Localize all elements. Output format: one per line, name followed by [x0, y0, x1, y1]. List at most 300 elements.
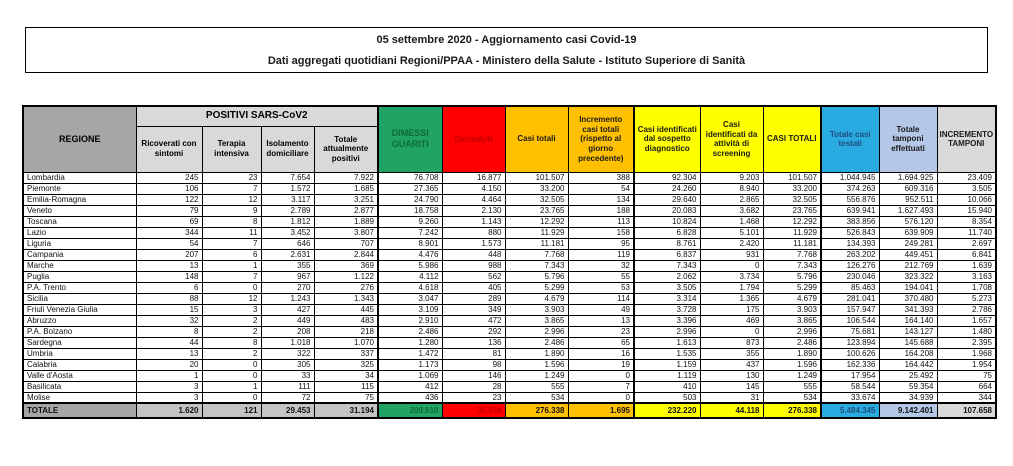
cell-terapia-intensiva: 8 [202, 337, 261, 348]
table-row [23, 205, 996, 216]
cell-totale-attualmente-positivi: 369 [314, 260, 378, 271]
cell-casi-sospetto-diagnostico: 3.728 [634, 304, 700, 315]
cell-totale-tamponi: 164.442 [879, 359, 937, 370]
cell-casi-screening: 2.865 [700, 194, 763, 205]
cell-incremento-casi-totali: 13 [568, 315, 634, 326]
cell-terapia-intensiva: 3 [202, 304, 261, 315]
cell-casi-sospetto-diagnostico: 232.220 [634, 403, 700, 418]
cell-ricoverati-con-sintomi: 15 [136, 304, 202, 315]
cell-deceduti: 472 [442, 315, 505, 326]
cell-casi-totali: 12.292 [505, 216, 568, 227]
cell-casi-totali-2: 1.596 [763, 359, 821, 370]
cell-incremento-tamponi: 10.066 [937, 194, 996, 205]
cell-regione: Veneto [23, 205, 136, 216]
cell-deceduti: 4.464 [442, 194, 505, 205]
cell-casi-totali: 23.765 [505, 205, 568, 216]
table-row [23, 238, 996, 249]
cell-regione: Piemonte [23, 183, 136, 194]
cell-ricoverati-con-sintomi: 54 [136, 238, 202, 249]
cell-terapia-intensiva: 7 [202, 183, 261, 194]
cell-regione: Liguria [23, 238, 136, 249]
cell-casi-screening: 3.734 [700, 271, 763, 282]
cell-casi-totali-2: 276.338 [763, 403, 821, 418]
cell-incremento-tamponi: 8.354 [937, 216, 996, 227]
cell-ricoverati-con-sintomi: 20 [136, 359, 202, 370]
cell-casi-totali: 3.903 [505, 304, 568, 315]
cell-totale-attualmente-positivi: 1.685 [314, 183, 378, 194]
cell-deceduti: 349 [442, 304, 505, 315]
cell-deceduti: 2.130 [442, 205, 505, 216]
cell-casi-screening: 8.940 [700, 183, 763, 194]
cell-isolamento-domiciliare: 270 [261, 282, 314, 293]
cell-terapia-intensiva: 0 [202, 282, 261, 293]
cell-totale-casi-testati: 281.041 [821, 293, 879, 304]
cell-incremento-casi-totali: 16 [568, 348, 634, 359]
cell-regione: Calabria [23, 359, 136, 370]
cell-totale-casi-testati: 374.263 [821, 183, 879, 194]
cell-isolamento-domiciliare: 29.453 [261, 403, 314, 418]
cell-ricoverati-con-sintomi: 88 [136, 293, 202, 304]
col-header-dimessi-guariti: DIMESSI GUARITI [378, 106, 442, 172]
cell-totale-tamponi: 1.627.493 [879, 205, 937, 216]
cell-dimessi-guariti: 1.173 [378, 359, 442, 370]
cell-casi-totali-2: 7.768 [763, 249, 821, 260]
cell-totale-casi-testati: 75.681 [821, 326, 879, 337]
cell-incremento-tamponi: 15.940 [937, 205, 996, 216]
cell-totale-tamponi: 34.939 [879, 392, 937, 403]
table-row [23, 271, 996, 282]
cell-ricoverati-con-sintomi: 207 [136, 249, 202, 260]
cell-casi-sospetto-diagnostico: 8.761 [634, 238, 700, 249]
cell-dimessi-guariti: 5.986 [378, 260, 442, 271]
cell-terapia-intensiva: 1 [202, 260, 261, 271]
cell-casi-totali: 555 [505, 381, 568, 392]
cell-regione: Lazio [23, 227, 136, 238]
cell-totale-casi-testati: 639.941 [821, 205, 879, 216]
cell-casi-sospetto-diagnostico: 410 [634, 381, 700, 392]
cell-casi-sospetto-diagnostico: 20.083 [634, 205, 700, 216]
cell-isolamento-domiciliare: 449 [261, 315, 314, 326]
cell-incremento-casi-totali: 49 [568, 304, 634, 315]
cell-totale-attualmente-positivi: 1.343 [314, 293, 378, 304]
cell-totale-casi-testati: 123.894 [821, 337, 879, 348]
header-row-groups [23, 106, 996, 126]
cell-casi-screening: 0 [700, 326, 763, 337]
cell-isolamento-domiciliare: 2.631 [261, 249, 314, 260]
cell-incremento-casi-totali: 23 [568, 326, 634, 337]
cell-casi-sospetto-diagnostico: 24.260 [634, 183, 700, 194]
cell-regione: Lombardia [23, 172, 136, 183]
cell-regione: P.A. Bolzano [23, 326, 136, 337]
cell-totale-attualmente-positivi: 7.922 [314, 172, 378, 183]
cell-ricoverati-con-sintomi: 1.620 [136, 403, 202, 418]
covid-regions-table [22, 105, 997, 419]
cell-casi-totali: 2.996 [505, 326, 568, 337]
cell-deceduti: 35.534 [442, 403, 505, 418]
cell-totale-tamponi: 609.316 [879, 183, 937, 194]
col-group-positivi-sars-cov2: POSITIVI SARS-CoV2 [136, 106, 378, 126]
cell-ricoverati-con-sintomi: 69 [136, 216, 202, 227]
table-row [23, 304, 996, 315]
cell-isolamento-domiciliare: 305 [261, 359, 314, 370]
cell-ricoverati-con-sintomi: 3 [136, 392, 202, 403]
cell-casi-totali: 3.865 [505, 315, 568, 326]
cell-incremento-tamponi: 23.409 [937, 172, 996, 183]
cell-incremento-casi-totali: 65 [568, 337, 634, 348]
cell-casi-totali: 2.486 [505, 337, 568, 348]
table-row [23, 227, 996, 238]
table-row [23, 370, 996, 381]
cell-isolamento-domiciliare: 1.812 [261, 216, 314, 227]
cell-incremento-casi-totali: 19 [568, 359, 634, 370]
cell-casi-screening: 9.203 [700, 172, 763, 183]
cell-casi-screening: 469 [700, 315, 763, 326]
cell-dimessi-guariti: 3.109 [378, 304, 442, 315]
cell-totale-tamponi: 639.909 [879, 227, 937, 238]
cell-ricoverati-con-sintomi: 148 [136, 271, 202, 282]
cell-totale-attualmente-positivi: 3.807 [314, 227, 378, 238]
cell-casi-totali-2: 3.903 [763, 304, 821, 315]
cell-isolamento-domiciliare: 646 [261, 238, 314, 249]
cell-dimessi-guariti: 7.242 [378, 227, 442, 238]
cell-casi-totali: 276.338 [505, 403, 568, 418]
cell-deceduti: 562 [442, 271, 505, 282]
cell-dimessi-guariti: 2.486 [378, 326, 442, 337]
cell-terapia-intensiva: 2 [202, 315, 261, 326]
cell-incremento-tamponi: 664 [937, 381, 996, 392]
cell-dimessi-guariti: 209.610 [378, 403, 442, 418]
col-header-totale-casi-testati: Totale casi testati [821, 106, 879, 172]
cell-casi-totali-2: 1.249 [763, 370, 821, 381]
cell-casi-totali-2: 555 [763, 381, 821, 392]
cell-incremento-casi-totali: 0 [568, 370, 634, 381]
cell-regione: P.A. Trento [23, 282, 136, 293]
cell-casi-totali-2: 23.765 [763, 205, 821, 216]
cell-casi-sospetto-diagnostico: 2.062 [634, 271, 700, 282]
col-header-casi-screening: Casi identificati da attività di screening [700, 106, 763, 172]
cell-totale-attualmente-positivi: 115 [314, 381, 378, 392]
cell-incremento-casi-totali: 0 [568, 392, 634, 403]
cell-deceduti: 16.877 [442, 172, 505, 183]
cell-incremento-tamponi: 2.395 [937, 337, 996, 348]
cell-totale-tamponi: 449.451 [879, 249, 937, 260]
cell-totale-tamponi: 145.688 [879, 337, 937, 348]
cell-regione: Toscana [23, 216, 136, 227]
cell-casi-totali-2: 32.505 [763, 194, 821, 205]
cell-ricoverati-con-sintomi: 32 [136, 315, 202, 326]
cell-casi-totali: 11.181 [505, 238, 568, 249]
cell-casi-totali-2: 7.343 [763, 260, 821, 271]
col-header-incremento-tamponi: INCREMENTO TAMPONI [937, 106, 996, 172]
cell-terapia-intensiva: 121 [202, 403, 261, 418]
cell-casi-sospetto-diagnostico: 3.396 [634, 315, 700, 326]
cell-incremento-tamponi: 3.505 [937, 183, 996, 194]
cell-terapia-intensiva: 8 [202, 216, 261, 227]
cell-incremento-casi-totali: 158 [568, 227, 634, 238]
col-header-deceduti: Deceduti [442, 106, 505, 172]
cell-casi-sospetto-diagnostico: 6.837 [634, 249, 700, 260]
cell-dimessi-guariti: 412 [378, 381, 442, 392]
cell-casi-sospetto-diagnostico: 10.824 [634, 216, 700, 227]
cell-regione: Abruzzo [23, 315, 136, 326]
cell-deceduti: 448 [442, 249, 505, 260]
cell-totale-tamponi: 194.041 [879, 282, 937, 293]
cell-deceduti: 98 [442, 359, 505, 370]
cell-totale-attualmente-positivi: 3.251 [314, 194, 378, 205]
cell-deceduti: 28 [442, 381, 505, 392]
cell-casi-screening: 1.794 [700, 282, 763, 293]
table-row [23, 183, 996, 194]
cell-incremento-tamponi: 3.163 [937, 271, 996, 282]
col-header-casi-totali-2: CASI TOTALI [763, 106, 821, 172]
cell-terapia-intensiva: 0 [202, 370, 261, 381]
cell-ricoverati-con-sintomi: 122 [136, 194, 202, 205]
cell-incremento-tamponi: 5.273 [937, 293, 996, 304]
cell-incremento-casi-totali: 55 [568, 271, 634, 282]
cell-deceduti: 1.573 [442, 238, 505, 249]
cell-dimessi-guariti: 9.260 [378, 216, 442, 227]
cell-casi-totali-2: 2.486 [763, 337, 821, 348]
cell-totale-casi-testati: 58.544 [821, 381, 879, 392]
cell-totale-casi-testati: 17.954 [821, 370, 879, 381]
cell-totale-casi-testati: 526.843 [821, 227, 879, 238]
cell-totale-tamponi: 952.511 [879, 194, 937, 205]
cell-casi-sospetto-diagnostico: 29.640 [634, 194, 700, 205]
cell-casi-totali-2: 11.181 [763, 238, 821, 249]
cell-ricoverati-con-sintomi: 8 [136, 326, 202, 337]
cell-dimessi-guariti: 1.069 [378, 370, 442, 381]
cell-totale-attualmente-positivi: 218 [314, 326, 378, 337]
cell-casi-screening: 931 [700, 249, 763, 260]
cell-terapia-intensiva: 2 [202, 326, 261, 337]
cell-isolamento-domiciliare: 111 [261, 381, 314, 392]
cell-incremento-casi-totali: 1.695 [568, 403, 634, 418]
cell-casi-sospetto-diagnostico: 92.304 [634, 172, 700, 183]
cell-ricoverati-con-sintomi: 1 [136, 370, 202, 381]
cell-incremento-casi-totali: 7 [568, 381, 634, 392]
cell-casi-totali: 33.200 [505, 183, 568, 194]
cell-ricoverati-con-sintomi: 106 [136, 183, 202, 194]
cell-totale-casi-testati: 5.484.345 [821, 403, 879, 418]
cell-totale-casi-testati: 100.626 [821, 348, 879, 359]
cell-totale-casi-testati: 134.393 [821, 238, 879, 249]
col-header-isolamento-domiciliare: Isolamento domiciliare [261, 126, 314, 172]
cell-casi-totali-2: 101.507 [763, 172, 821, 183]
cell-regione: Umbria [23, 348, 136, 359]
table-row [23, 326, 996, 337]
cell-incremento-tamponi: 1.708 [937, 282, 996, 293]
cell-casi-sospetto-diagnostico: 7.343 [634, 260, 700, 271]
cell-isolamento-domiciliare: 33 [261, 370, 314, 381]
cell-totale-casi-testati: 157.947 [821, 304, 879, 315]
cell-casi-totali-2: 3.865 [763, 315, 821, 326]
cell-isolamento-domiciliare: 1.572 [261, 183, 314, 194]
cell-regione: Friuli Venezia Giulia [23, 304, 136, 315]
cell-casi-totali-2: 534 [763, 392, 821, 403]
cell-incremento-tamponi: 1.480 [937, 326, 996, 337]
cell-incremento-tamponi: 2.786 [937, 304, 996, 315]
cell-totale-tamponi: 323.322 [879, 271, 937, 282]
cell-totale-casi-testati: 230.046 [821, 271, 879, 282]
cell-casi-totali-2: 33.200 [763, 183, 821, 194]
cell-isolamento-domiciliare: 355 [261, 260, 314, 271]
cell-casi-totali: 4.679 [505, 293, 568, 304]
cell-regione: Basilicata [23, 381, 136, 392]
cell-totale-tamponi: 341.393 [879, 304, 937, 315]
cell-casi-totali-2: 5.796 [763, 271, 821, 282]
report-subtitle: Dati aggregati quotidiani Regioni/PPAA - Ministero della Salute - Istituto Superiore di Sanità [267, 55, 746, 67]
cell-casi-totali: 1.249 [505, 370, 568, 381]
col-header-totale-tamponi: Totale tamponi effettuati [879, 106, 937, 172]
cell-terapia-intensiva: 12 [202, 293, 261, 304]
cell-dimessi-guariti: 2.910 [378, 315, 442, 326]
cell-totale-tamponi: 143.127 [879, 326, 937, 337]
cell-incremento-tamponi: 107.658 [937, 403, 996, 418]
cell-ricoverati-con-sintomi: 6 [136, 282, 202, 293]
cell-casi-sospetto-diagnostico: 503 [634, 392, 700, 403]
cell-deceduti: 23 [442, 392, 505, 403]
cell-casi-totali: 7.343 [505, 260, 568, 271]
cell-deceduti: 136 [442, 337, 505, 348]
cell-incremento-tamponi: 344 [937, 392, 996, 403]
col-header-casi-sospetto-diagnostico: Casi identificati dal sospetto diagnostico [634, 106, 700, 172]
cell-casi-sospetto-diagnostico: 1.119 [634, 370, 700, 381]
cell-incremento-tamponi: 1.968 [937, 348, 996, 359]
table-row [23, 216, 996, 227]
cell-terapia-intensiva: 12 [202, 194, 261, 205]
cell-deceduti: 405 [442, 282, 505, 293]
cell-casi-screening: 1.468 [700, 216, 763, 227]
col-header-ricoverati-con-sintomi: Ricoverati con sintomi [136, 126, 202, 172]
cell-totale-casi-testati: 556.876 [821, 194, 879, 205]
cell-terapia-intensiva: 23 [202, 172, 261, 183]
cell-incremento-casi-totali: 95 [568, 238, 634, 249]
cell-terapia-intensiva: 0 [202, 359, 261, 370]
cell-casi-screening: 355 [700, 348, 763, 359]
cell-deceduti: 988 [442, 260, 505, 271]
cell-incremento-tamponi: 2.697 [937, 238, 996, 249]
cell-terapia-intensiva: 0 [202, 392, 261, 403]
cell-incremento-casi-totali: 113 [568, 216, 634, 227]
cell-casi-totali: 1.890 [505, 348, 568, 359]
cell-casi-totali: 5.299 [505, 282, 568, 293]
table-row [23, 337, 996, 348]
cell-deceduti: 146 [442, 370, 505, 381]
cell-totale-attualmente-positivi: 34 [314, 370, 378, 381]
cell-casi-screening: 873 [700, 337, 763, 348]
cell-totale-casi-testati: 383.856 [821, 216, 879, 227]
cell-incremento-tamponi: 6.841 [937, 249, 996, 260]
cell-terapia-intensiva: 7 [202, 238, 261, 249]
cell-casi-sospetto-diagnostico: 1.613 [634, 337, 700, 348]
cell-dimessi-guariti: 1.472 [378, 348, 442, 359]
cell-totale-casi-testati: 85.463 [821, 282, 879, 293]
table-body [23, 172, 996, 418]
cell-totale-tamponi: 9.142.401 [879, 403, 937, 418]
cell-terapia-intensiva: 7 [202, 271, 261, 282]
cell-casi-screening: 145 [700, 381, 763, 392]
table-row [23, 172, 996, 183]
cell-casi-totali: 101.507 [505, 172, 568, 183]
cell-casi-totali-2: 2.996 [763, 326, 821, 337]
cell-regione: TOTALE [23, 403, 136, 418]
report-title: 05 settembre 2020 - Aggiornamento casi Covid-19 [376, 34, 637, 46]
cell-totale-tamponi: 212.769 [879, 260, 937, 271]
cell-deceduti: 4.150 [442, 183, 505, 194]
cell-isolamento-domiciliare: 3.117 [261, 194, 314, 205]
cell-incremento-tamponi: 1.639 [937, 260, 996, 271]
cell-incremento-casi-totali: 119 [568, 249, 634, 260]
col-header-incremento-casi-totali: Incremento casi totali (rispetto al giorno precedente) [568, 106, 634, 172]
cell-terapia-intensiva: 1 [202, 381, 261, 392]
table-row [23, 282, 996, 293]
cell-isolamento-domiciliare: 1.018 [261, 337, 314, 348]
cell-totale-casi-testati: 162.336 [821, 359, 879, 370]
cell-casi-screening: 437 [700, 359, 763, 370]
cell-incremento-tamponi: 11.740 [937, 227, 996, 238]
cell-isolamento-domiciliare: 2.789 [261, 205, 314, 216]
cell-terapia-intensiva: 6 [202, 249, 261, 260]
cell-casi-totali: 32.505 [505, 194, 568, 205]
cell-totale-casi-testati: 263.202 [821, 249, 879, 260]
cell-isolamento-domiciliare: 7.654 [261, 172, 314, 183]
cell-casi-sospetto-diagnostico: 3.314 [634, 293, 700, 304]
cell-isolamento-domiciliare: 208 [261, 326, 314, 337]
cell-ricoverati-con-sintomi: 344 [136, 227, 202, 238]
cell-incremento-casi-totali: 388 [568, 172, 634, 183]
cell-totale-tamponi: 59.354 [879, 381, 937, 392]
cell-totale-tamponi: 164.208 [879, 348, 937, 359]
cell-casi-screening: 44.118 [700, 403, 763, 418]
col-header-terapia-intensiva: Terapia intensiva [202, 126, 261, 172]
cell-totale-attualmente-positivi: 1.889 [314, 216, 378, 227]
cell-totale-attualmente-positivi: 31.194 [314, 403, 378, 418]
cell-dimessi-guariti: 18.758 [378, 205, 442, 216]
cell-casi-screening: 5.101 [700, 227, 763, 238]
cell-ricoverati-con-sintomi: 13 [136, 348, 202, 359]
cell-dimessi-guariti: 4.618 [378, 282, 442, 293]
cell-casi-totali: 5.796 [505, 271, 568, 282]
cell-totale-tamponi: 249.281 [879, 238, 937, 249]
cell-totale-tamponi: 164.140 [879, 315, 937, 326]
table-row [23, 249, 996, 260]
cell-dimessi-guariti: 76.708 [378, 172, 442, 183]
cell-incremento-tamponi: 1.657 [937, 315, 996, 326]
cell-casi-screening: 130 [700, 370, 763, 381]
col-header-totale-attualmente-positivi: Totale attualmente positivi [314, 126, 378, 172]
cell-totale-tamponi: 370.480 [879, 293, 937, 304]
cell-dimessi-guariti: 4.476 [378, 249, 442, 260]
cell-dimessi-guariti: 436 [378, 392, 442, 403]
cell-totale-attualmente-positivi: 337 [314, 348, 378, 359]
cell-isolamento-domiciliare: 427 [261, 304, 314, 315]
cell-totale-casi-testati: 106.544 [821, 315, 879, 326]
cell-deceduti: 1.143 [442, 216, 505, 227]
cell-casi-screening: 1.365 [700, 293, 763, 304]
cell-casi-totali-2: 1.890 [763, 348, 821, 359]
cell-casi-totali-2: 12.292 [763, 216, 821, 227]
cell-totale-attualmente-positivi: 483 [314, 315, 378, 326]
cell-totale-attualmente-positivi: 1.122 [314, 271, 378, 282]
table-row [23, 293, 996, 304]
cell-totale-attualmente-positivi: 75 [314, 392, 378, 403]
cell-dimessi-guariti: 4.112 [378, 271, 442, 282]
cell-totale-tamponi: 25.492 [879, 370, 937, 381]
cell-casi-totali: 7.768 [505, 249, 568, 260]
cell-casi-totali: 1.596 [505, 359, 568, 370]
table-row [23, 194, 996, 205]
cell-casi-totali: 534 [505, 392, 568, 403]
